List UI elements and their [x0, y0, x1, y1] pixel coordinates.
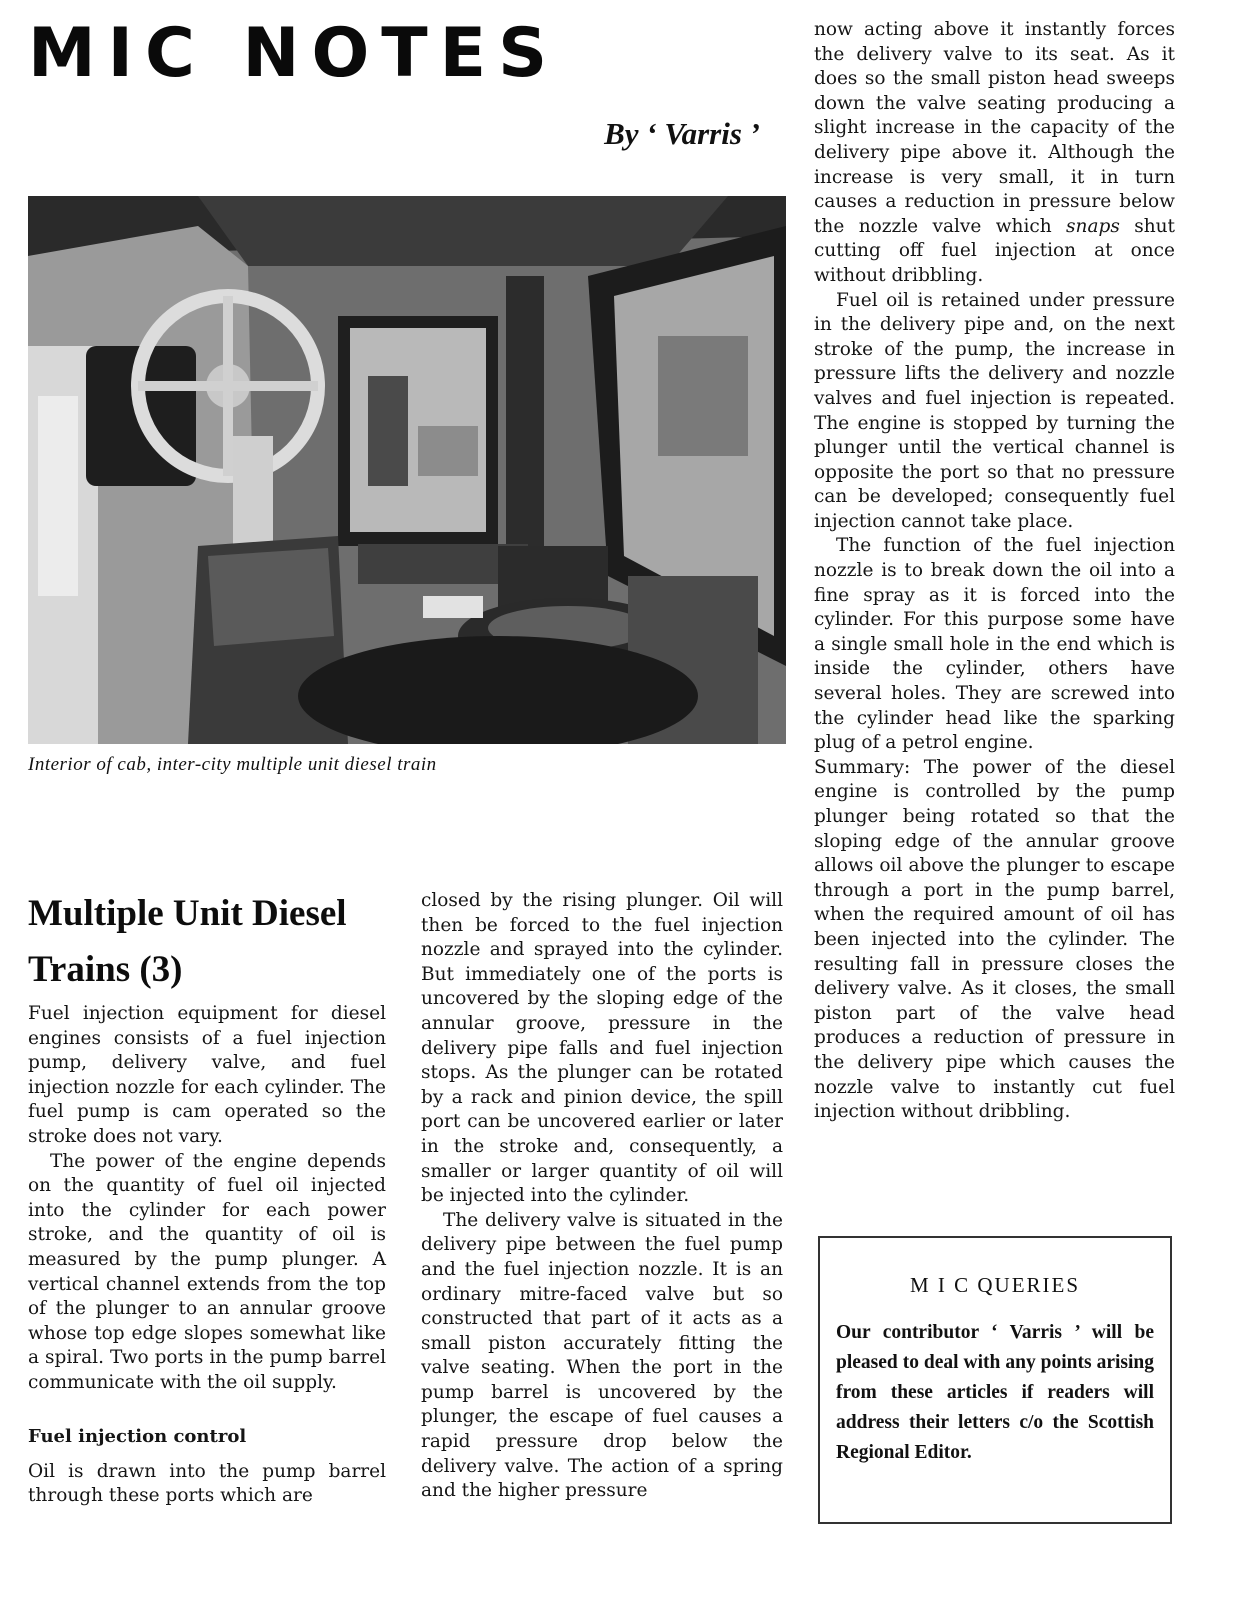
article-column-2	[421, 889, 783, 1504]
paragraph: Fuel injection equipment for diesel engines consists of a fuel injection pump, delivery valve, and fuel injection nozzle for each cylinder. The fuel pump is cam operated so the stroke does not vary.	[28, 1003, 386, 1147]
article-column-3	[814, 18, 1175, 1125]
photo-caption: Interior of cab, inter-city multiple unit diesel train	[28, 754, 437, 775]
paragraph: The power of the engine depends on the quantity of fuel oil injected into the cylinder for each power stroke, and the quantity of oil is measured by the pump plunger. A vertical channel extends from the top of the plunger to an annular groove whose top edge slopes somewhat like a spiral. Two ports in the pump barrel communicate with the oil supply.	[28, 1150, 386, 1393]
section-subheading: Fuel injection control	[28, 1425, 247, 1447]
paragraph	[814, 18, 1175, 289]
emphasis: snaps	[1066, 215, 1120, 237]
summary-paragraph: Summary: The power of the diesel engine is controlled by the pump plunger being rotated so that the sloping edge of the annular groove allows oil above the plunger to escape through a port in the pump barrel, when the required amount of oil has been injected into the cylinder. The resulting fall in pressure closes the delivery valve. As it closes, the small piston part of the valve head produces a reduction of pressure in the delivery pipe which causes the nozzle valve to instantly cut fuel injection without dribbling.	[814, 756, 1175, 1123]
cab-interior-photo	[28, 196, 786, 744]
paragraph: The delivery valve is situated in the delivery pipe between the fuel pump and the fuel injection nozzle. It is an ordinary mitre-faced valve but so constructed that part of it acts as a small piston accurately fitting the valve seating. When the port in the pump barrel is uncovered by the plunger, the escape of fuel causes a rapid pressure drop below the delivery valve. The action of a spring and the higher pressure	[421, 1209, 783, 1502]
paragraph: Fuel oil is retained under pressure in the delivery pipe and, on the next stroke of the pump, the increase in pressure lifts the delivery and nozzle valves and fuel injection is repeated. The engine is stopped by turning the plunger until the vertical channel is opposite the port so that no pressure can be developed; consequently fuel injection cannot take place.	[814, 289, 1175, 532]
masthead: MIC NOTES	[28, 14, 560, 93]
queries-box	[818, 1236, 1172, 1524]
text-run: now acting above it instantly forces the delivery valve to its seat. As it does so the small piston head sweeps down the valve seating producing a slight increase in the capacity of the delivery pipe above it. Although the increase is very small, it in turn causes a reduction in pressure below the nozzle valve which	[814, 19, 1175, 237]
paragraph: closed by the rising plunger. Oil will then be forced to the fuel injection nozzle and sprayed into the cylinder. But immediately one of the ports is uncovered by the sloping edge of the annular groove, pressure in the delivery pipe falls and fuel injection stops. As the plunger can be rotated by a rack and pinion device, the spill port can be uncovered earlier or later in the stroke and, consequently, a smaller or larger quantity of oil will be injected into the cylinder.	[421, 890, 783, 1207]
text-run: shut cutting off fuel injection at once without dribbling.	[814, 215, 1175, 286]
paragraph: The function of the fuel injection nozzle is to break down the oil into a fine spray as it is forced into the cylinder. For this purpose some have a single small hole in the end which is inside the cylinder, others have several holes. They are screwed into the cylinder head like the sparking plug of a petrol engine.	[814, 535, 1175, 754]
byline: By ‘ Varris ’	[604, 116, 760, 151]
queries-body: Our contributor ‘ Varris ’ will be pleased to deal with any points arising from these articles if readers will address their letters c/o the Scottish Regional Editor.	[836, 1322, 1154, 1463]
article-column-1	[28, 1002, 386, 1509]
paragraph: Oil is drawn into the pump barrel through these ports which are	[28, 1460, 386, 1507]
queries-title: M I C QUERIES	[909, 1273, 1081, 1297]
article-title: Multiple Unit Diesel Trains (3)	[28, 893, 347, 990]
